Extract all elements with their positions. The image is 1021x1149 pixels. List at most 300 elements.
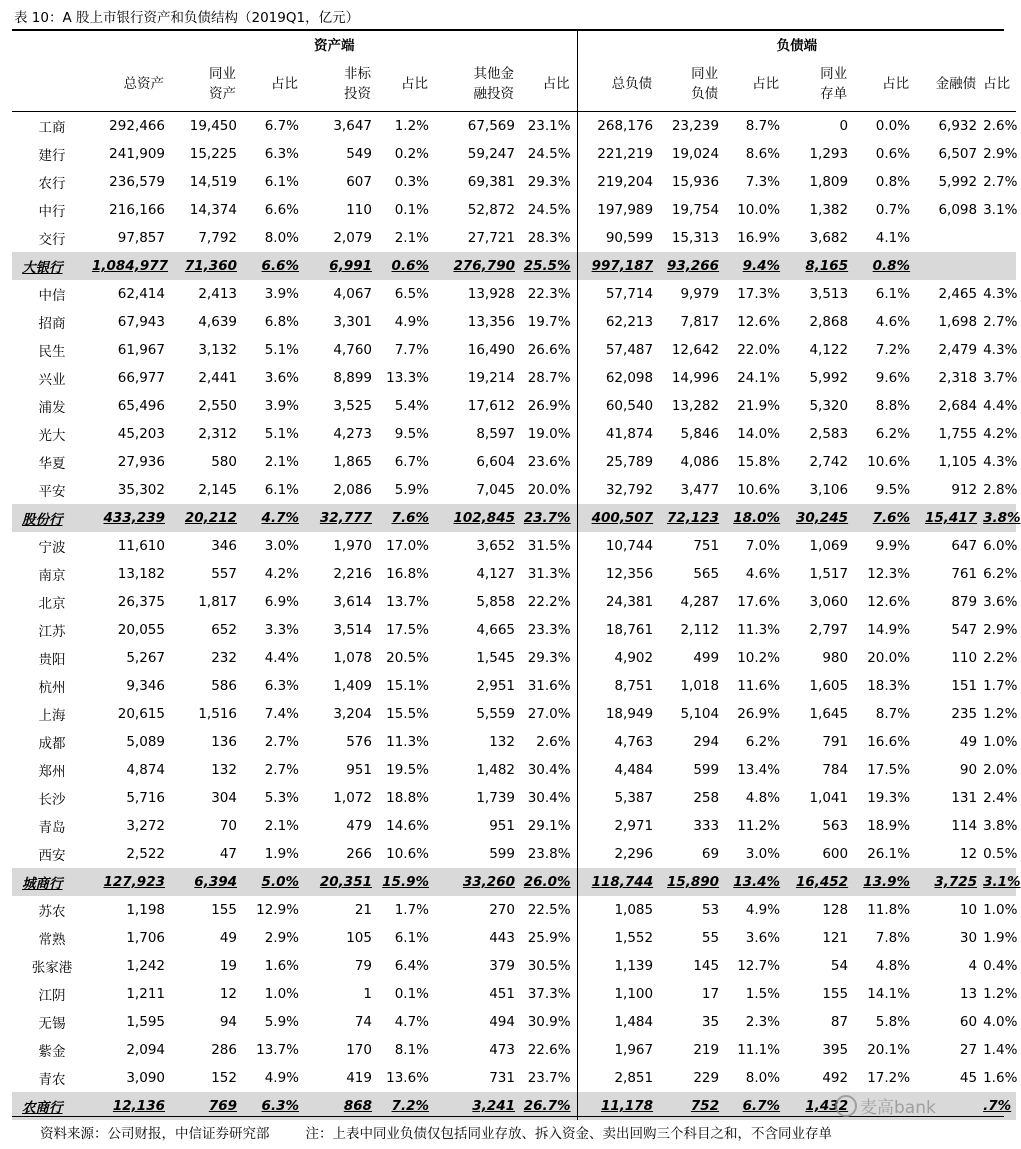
value-cell: 30.5% xyxy=(521,952,577,980)
value-cell: 6,991 xyxy=(305,252,378,280)
value-cell: 0.3% xyxy=(394,174,429,190)
value-cell: 258 xyxy=(693,790,720,806)
value-cell: 15,313 xyxy=(671,230,720,246)
value-cell: 6,394 xyxy=(171,868,243,896)
value-cell: 47 xyxy=(219,846,237,862)
value-cell: 17.5% xyxy=(386,622,429,638)
bank-name-cell: 紫金 xyxy=(38,1044,66,1060)
value-cell: 1.9% xyxy=(983,930,1018,946)
value-cell: 0 xyxy=(839,118,849,134)
value-cell: 6.7% xyxy=(394,454,429,470)
value-cell: 3.8% xyxy=(983,504,1016,532)
value-cell: 4.7% xyxy=(243,504,305,532)
value-cell: 3.6% xyxy=(983,594,1018,610)
value-cell: 57,487 xyxy=(605,342,654,358)
bank-name-cell: 青岛 xyxy=(38,820,66,836)
value-cell: 5,089 xyxy=(126,734,165,750)
header-line: 投资 xyxy=(344,86,371,102)
value-cell: 17 xyxy=(701,986,720,1002)
value-cell: 5.9% xyxy=(394,482,429,498)
value-cell: 4.4% xyxy=(983,398,1018,414)
value-cell: 4,086 xyxy=(680,454,720,470)
value-cell: 3.1% xyxy=(983,868,1016,896)
wechat-icon xyxy=(835,1095,857,1117)
value-cell: 69,381 xyxy=(467,174,515,190)
value-cell: 22.2% xyxy=(521,588,577,616)
value-cell: 26.1% xyxy=(867,846,911,862)
bank-balance-sheet-table xyxy=(12,31,1021,1120)
value-cell: 5,716 xyxy=(126,790,165,806)
value-cell: 1,100 xyxy=(614,986,654,1002)
value-cell: 23.7% xyxy=(521,504,577,532)
value-cell: 647 xyxy=(951,538,978,554)
bank-name-cell: 浦发 xyxy=(38,400,66,416)
bank-name-cell: 光大 xyxy=(38,428,66,444)
value-cell: 997,187 xyxy=(577,252,659,280)
value-cell: 27,721 xyxy=(467,230,515,246)
value-cell: 492 xyxy=(822,1070,849,1086)
value-cell: 6.7% xyxy=(725,1092,786,1120)
value-cell: 11,610 xyxy=(117,538,165,554)
value-cell: 6.1% xyxy=(875,286,911,302)
table-row xyxy=(12,952,1016,980)
value-cell: 7.7% xyxy=(394,342,429,358)
value-cell: 12.6% xyxy=(867,594,911,610)
bank-name-cell: 贵阳 xyxy=(38,652,66,668)
header-line: 资产 xyxy=(209,86,236,102)
value-cell: 3,682 xyxy=(809,230,849,246)
bank-name-cell: 城商行 xyxy=(12,868,92,896)
value-cell: 270 xyxy=(489,902,515,918)
table-row xyxy=(12,560,1016,588)
subtotal-row xyxy=(12,252,1016,280)
value-cell: 10.0% xyxy=(737,202,781,218)
value-cell: 31.5% xyxy=(521,532,577,560)
value-cell: 1,382 xyxy=(809,202,849,218)
value-cell: 128 xyxy=(822,902,849,918)
value-cell: 2,086 xyxy=(333,482,372,498)
value-cell: 22.5% xyxy=(521,896,577,924)
value-cell: 0.2% xyxy=(394,146,429,162)
value-cell: 8,751 xyxy=(614,678,654,694)
value-cell: 3.6% xyxy=(264,370,299,386)
value-cell: 3.1% xyxy=(983,202,1018,218)
value-cell: 3.3% xyxy=(264,622,299,638)
value-cell: 6,098 xyxy=(938,202,978,218)
value-cell: 8,899 xyxy=(333,370,372,386)
value-cell: 35,302 xyxy=(117,482,165,498)
value-cell: 1,482 xyxy=(476,762,515,778)
value-cell: 0.6% xyxy=(875,146,911,162)
value-cell: 6.1% xyxy=(264,174,299,190)
value-cell: 3,132 xyxy=(198,342,237,358)
value-cell: 54 xyxy=(830,958,849,974)
value-cell: 5,267 xyxy=(126,650,165,666)
value-cell: 433,239 xyxy=(92,504,171,532)
header-line: 同业 xyxy=(691,66,719,82)
value-cell: 10.6% xyxy=(737,482,781,498)
value-cell: 232 xyxy=(211,650,237,666)
value-cell: 35 xyxy=(701,1014,720,1030)
value-cell: 19.7% xyxy=(521,308,577,336)
value-cell: 451 xyxy=(489,986,515,1002)
value-cell: 18.9% xyxy=(867,818,911,834)
value-cell: 20,351 xyxy=(305,868,378,896)
value-cell: 400,507 xyxy=(577,504,659,532)
value-cell: 90 xyxy=(959,762,978,778)
value-cell: 221,219 xyxy=(597,146,654,162)
value-cell: 27,936 xyxy=(117,454,165,470)
value-cell: 0.8% xyxy=(875,174,911,190)
value-cell: 32,792 xyxy=(605,482,654,498)
value-cell: 286 xyxy=(211,1042,237,1058)
value-cell: 19.5% xyxy=(386,762,429,778)
header-fin-bonds xyxy=(916,57,983,112)
value-cell: 3,725 xyxy=(916,868,983,896)
value-cell: 26.7% xyxy=(521,1092,577,1120)
value-cell: 2,413 xyxy=(198,286,237,302)
value-cell: 29.3% xyxy=(521,168,577,196)
value-cell: 37.3% xyxy=(521,980,577,1008)
value-cell: 6.2% xyxy=(875,426,911,442)
bank-name-cell: 工商 xyxy=(38,120,66,136)
value-cell: 5,387 xyxy=(614,790,654,806)
value-cell: 241,909 xyxy=(109,146,165,162)
value-cell: 1.7% xyxy=(394,902,429,918)
bank-name-cell: 平安 xyxy=(38,484,66,500)
value-cell: 1,211 xyxy=(126,986,165,1002)
value-cell: 4.8% xyxy=(745,790,781,806)
value-cell: 16,490 xyxy=(467,342,515,358)
value-cell: 5.8% xyxy=(875,1014,911,1030)
value-cell: 652 xyxy=(211,622,237,638)
bank-name-cell: 南京 xyxy=(38,568,66,584)
value-cell: 1,809 xyxy=(809,174,849,190)
bank-name-cell: 苏农 xyxy=(38,904,66,920)
value-cell: 61,967 xyxy=(117,342,165,358)
value-cell: 4.2% xyxy=(983,426,1018,442)
value-cell: 5.1% xyxy=(264,426,299,442)
value-cell: 8,597 xyxy=(476,426,515,442)
value-cell: 11.1% xyxy=(737,1042,781,1058)
value-cell: 19.0% xyxy=(521,420,577,448)
value-cell: 13.7% xyxy=(256,1042,299,1058)
bank-name-cell: 民生 xyxy=(38,344,66,360)
value-cell: 20,615 xyxy=(117,706,165,722)
value-cell: 5,992 xyxy=(938,174,978,190)
value-cell: 1.0% xyxy=(264,986,299,1002)
value-cell: 25.5% xyxy=(521,252,577,280)
value-cell: 1.6% xyxy=(983,1070,1018,1086)
value-cell: 49 xyxy=(959,734,978,750)
header-line: 其他金 xyxy=(473,66,514,82)
header-line: 同业 xyxy=(820,66,848,82)
value-cell: 3.7% xyxy=(983,370,1018,386)
table-row xyxy=(12,196,1016,224)
value-cell: 2,479 xyxy=(938,342,978,358)
header-interbank-liab xyxy=(659,57,725,112)
value-cell: 4,127 xyxy=(476,566,515,582)
value-cell: 15,890 xyxy=(659,868,725,896)
value-cell: 71,360 xyxy=(171,252,243,280)
value-cell: 2.3% xyxy=(745,1014,781,1030)
bank-name-cell: 无锡 xyxy=(38,1016,66,1032)
value-cell: 443 xyxy=(489,930,515,946)
value-cell: 97,857 xyxy=(117,230,165,246)
value-cell: 3,106 xyxy=(809,482,849,498)
value-cell: 8.1% xyxy=(394,1042,429,1058)
table-row xyxy=(12,112,1016,141)
value-cell: 5.0% xyxy=(243,868,305,896)
value-cell: 170 xyxy=(346,1042,372,1058)
subtotal-row xyxy=(12,868,1016,896)
value-cell: 0.1% xyxy=(394,986,429,1002)
table-row xyxy=(12,1036,1016,1064)
value-cell: 1.0% xyxy=(983,902,1018,918)
value-cell: .7% xyxy=(983,1092,1016,1120)
value-cell: 151 xyxy=(951,678,978,694)
header-line: 总负债 xyxy=(611,76,653,92)
value-cell: 145 xyxy=(693,958,720,974)
value-cell: 15,936 xyxy=(671,174,720,190)
value-cell: 20.5% xyxy=(386,650,429,666)
value-cell: 31.3% xyxy=(521,560,577,588)
bank-name-cell: 长沙 xyxy=(38,792,66,808)
bank-name-cell: 华夏 xyxy=(38,456,66,472)
value-cell: 4.6% xyxy=(875,314,911,330)
value-cell: 136 xyxy=(211,734,237,750)
value-cell: 1,041 xyxy=(809,790,849,806)
value-cell: 216,166 xyxy=(109,202,165,218)
value-cell: 1,605 xyxy=(809,678,849,694)
value-cell: 2,797 xyxy=(809,622,849,638)
table-row xyxy=(12,420,1016,448)
header-line: 同业 xyxy=(209,66,236,82)
value-cell: 2.8% xyxy=(983,482,1018,498)
bank-name-cell: 上海 xyxy=(38,708,66,724)
table-row xyxy=(12,896,1016,924)
value-cell: 1,085 xyxy=(614,902,654,918)
bank-name-cell: 江阴 xyxy=(38,988,66,1004)
value-cell: 6.9% xyxy=(264,594,299,610)
header-line: 非标 xyxy=(344,66,371,82)
value-cell: 29.1% xyxy=(521,812,577,840)
header-line: 金融债 xyxy=(935,76,977,92)
value-cell: 2,312 xyxy=(198,426,237,442)
value-cell: 1.2% xyxy=(983,986,1018,1002)
value-cell: 3,647 xyxy=(333,118,372,134)
value-cell: 11.6% xyxy=(737,678,781,694)
value-cell: 16.6% xyxy=(867,734,911,750)
value-cell: 3,514 xyxy=(333,622,372,638)
value-cell: 1,595 xyxy=(126,1014,165,1030)
value-cell: 3.9% xyxy=(264,398,299,414)
value-cell: 0.0% xyxy=(875,118,911,134)
value-cell: 8.0% xyxy=(745,1070,781,1086)
value-cell: 11.3% xyxy=(386,734,429,750)
value-cell: 24.1% xyxy=(737,370,781,386)
value-cell: 379 xyxy=(489,958,515,974)
value-cell: 70 xyxy=(219,818,237,834)
value-cell: 2,742 xyxy=(809,454,849,470)
value-cell: 14.1% xyxy=(867,986,911,1002)
value-cell: 26.9% xyxy=(737,706,781,722)
value-cell: 8.6% xyxy=(745,146,781,162)
value-cell: 9,979 xyxy=(680,286,720,302)
value-cell: 2.7% xyxy=(983,314,1018,330)
value-cell: 4.6% xyxy=(745,566,781,582)
value-cell: 235 xyxy=(951,706,978,722)
value-cell: 752 xyxy=(659,1092,725,1120)
value-cell: 30.4% xyxy=(521,784,577,812)
value-cell: 26.9% xyxy=(521,392,577,420)
value-cell: 5,846 xyxy=(680,426,720,442)
value-cell: 4 xyxy=(968,958,978,974)
value-cell: 731 xyxy=(489,1070,515,1086)
source-note: 资料来源：公司财报，中信证券研究部 xyxy=(40,1126,270,1142)
value-cell: 7,792 xyxy=(198,230,237,246)
table-row xyxy=(12,980,1016,1008)
value-cell: 4.4% xyxy=(264,650,299,666)
value-cell: 17.6% xyxy=(737,594,781,610)
value-cell: 12 xyxy=(219,986,237,1002)
value-cell: 49 xyxy=(219,930,237,946)
value-cell: 26.0% xyxy=(521,868,577,896)
value-cell: 4.3% xyxy=(983,342,1018,358)
value-cell: 419 xyxy=(346,1070,372,1086)
bank-name-cell: 兴业 xyxy=(38,372,66,388)
bank-name-cell: 大银行 xyxy=(12,252,92,280)
header-line: 占比 xyxy=(271,76,298,92)
value-cell: 607 xyxy=(346,174,372,190)
value-cell: 7.6% xyxy=(378,504,435,532)
value-cell: 2.6% xyxy=(521,728,577,756)
header-line: 占比 xyxy=(752,76,780,92)
value-cell: 586 xyxy=(211,678,237,694)
header-ratio-2 xyxy=(378,57,435,112)
value-cell: 304 xyxy=(211,790,237,806)
value-cell: 1,072 xyxy=(333,790,372,806)
table-row xyxy=(12,924,1016,952)
value-cell: 9,346 xyxy=(126,678,165,694)
value-cell: 11.3% xyxy=(737,622,781,638)
value-cell: 67,569 xyxy=(467,118,515,134)
value-cell: 94 xyxy=(219,1014,237,1030)
value-cell: 219 xyxy=(693,1042,720,1058)
value-cell: 3,652 xyxy=(476,538,515,554)
value-cell: 1,078 xyxy=(333,650,372,666)
bank-name-cell: 招商 xyxy=(38,316,66,332)
value-cell: 2,079 xyxy=(333,230,372,246)
bank-name-cell: 青农 xyxy=(38,1072,66,1088)
value-cell: 3.9% xyxy=(264,286,299,302)
value-cell: 1,517 xyxy=(809,566,849,582)
value-cell: 4,122 xyxy=(809,342,849,358)
value-cell: 3,301 xyxy=(333,314,372,330)
value-cell: 16.9% xyxy=(737,230,781,246)
value-cell: 18,949 xyxy=(605,706,654,722)
value-cell: 2.7% xyxy=(983,174,1018,190)
value-cell: 6.0% xyxy=(983,538,1018,554)
value-cell: 229 xyxy=(693,1070,720,1086)
bank-name-cell: 建行 xyxy=(38,148,66,164)
value-cell: 12,136 xyxy=(92,1092,171,1120)
value-cell: 2,583 xyxy=(809,426,849,442)
value-cell xyxy=(916,252,983,280)
value-cell: 67,943 xyxy=(117,314,165,330)
table-row xyxy=(12,700,1016,728)
value-cell: 3,477 xyxy=(680,482,720,498)
value-cell: 1.4% xyxy=(983,1042,1018,1058)
value-cell: 2,550 xyxy=(198,398,237,414)
value-cell: 20,212 xyxy=(171,504,243,532)
value-cell: 28.3% xyxy=(521,224,577,252)
value-cell: 6.2% xyxy=(745,734,781,750)
value-cell: 7.6% xyxy=(854,504,916,532)
value-cell: 155 xyxy=(822,986,849,1002)
table-row xyxy=(12,756,1016,784)
value-cell: 2,216 xyxy=(333,566,372,582)
table-row xyxy=(12,476,1016,504)
header-interbank-assets xyxy=(171,57,243,112)
value-cell: 0.1% xyxy=(394,202,429,218)
value-cell: 6.5% xyxy=(394,286,429,302)
value-cell: 5.3% xyxy=(264,790,299,806)
value-cell: 5,104 xyxy=(680,706,720,722)
watermark xyxy=(835,1093,936,1118)
value-cell: 791 xyxy=(822,734,849,750)
value-cell: 4.9% xyxy=(394,314,429,330)
value-cell: 132 xyxy=(211,762,237,778)
value-cell: 9.5% xyxy=(394,426,429,442)
subtotal-row xyxy=(12,504,1016,532)
value-cell: 4,287 xyxy=(680,594,720,610)
value-cell: 4.2% xyxy=(264,566,299,582)
value-cell: 60 xyxy=(959,1014,978,1030)
header-line: 占比 xyxy=(401,76,428,92)
value-cell: 0.6% xyxy=(378,252,435,280)
value-cell: 395 xyxy=(822,1042,849,1058)
value-cell: 19,214 xyxy=(467,370,515,386)
value-cell: 30.9% xyxy=(521,1008,577,1036)
bank-name-cell: 股份行 xyxy=(12,504,92,532)
table-row xyxy=(12,308,1016,336)
value-cell: 1,516 xyxy=(198,706,237,722)
value-cell: 1,139 xyxy=(614,958,654,974)
value-cell: 599 xyxy=(489,846,515,862)
value-cell: 19.3% xyxy=(867,790,911,806)
value-cell: 15,225 xyxy=(189,146,237,162)
value-cell: 219,204 xyxy=(597,174,654,190)
value-cell: 761 xyxy=(951,566,978,582)
value-cell: 14,374 xyxy=(189,202,237,218)
bank-name-cell: 农商行 xyxy=(12,1092,92,1120)
value-cell: 473 xyxy=(489,1042,515,1058)
value-cell: 565 xyxy=(693,566,720,582)
value-cell: 1.0% xyxy=(983,734,1018,750)
value-cell: 19 xyxy=(219,958,237,974)
value-cell: 17.3% xyxy=(737,286,781,302)
value-cell: 547 xyxy=(951,622,978,638)
value-cell: 13.4% xyxy=(725,868,786,896)
footer xyxy=(40,1122,832,1142)
value-cell: 26,375 xyxy=(117,594,165,610)
value-cell: 132 xyxy=(489,734,515,750)
value-cell: 41,874 xyxy=(605,426,654,442)
value-cell: 580 xyxy=(211,454,237,470)
value-cell: 2.6% xyxy=(983,118,1018,134)
value-cell: 30.4% xyxy=(521,756,577,784)
